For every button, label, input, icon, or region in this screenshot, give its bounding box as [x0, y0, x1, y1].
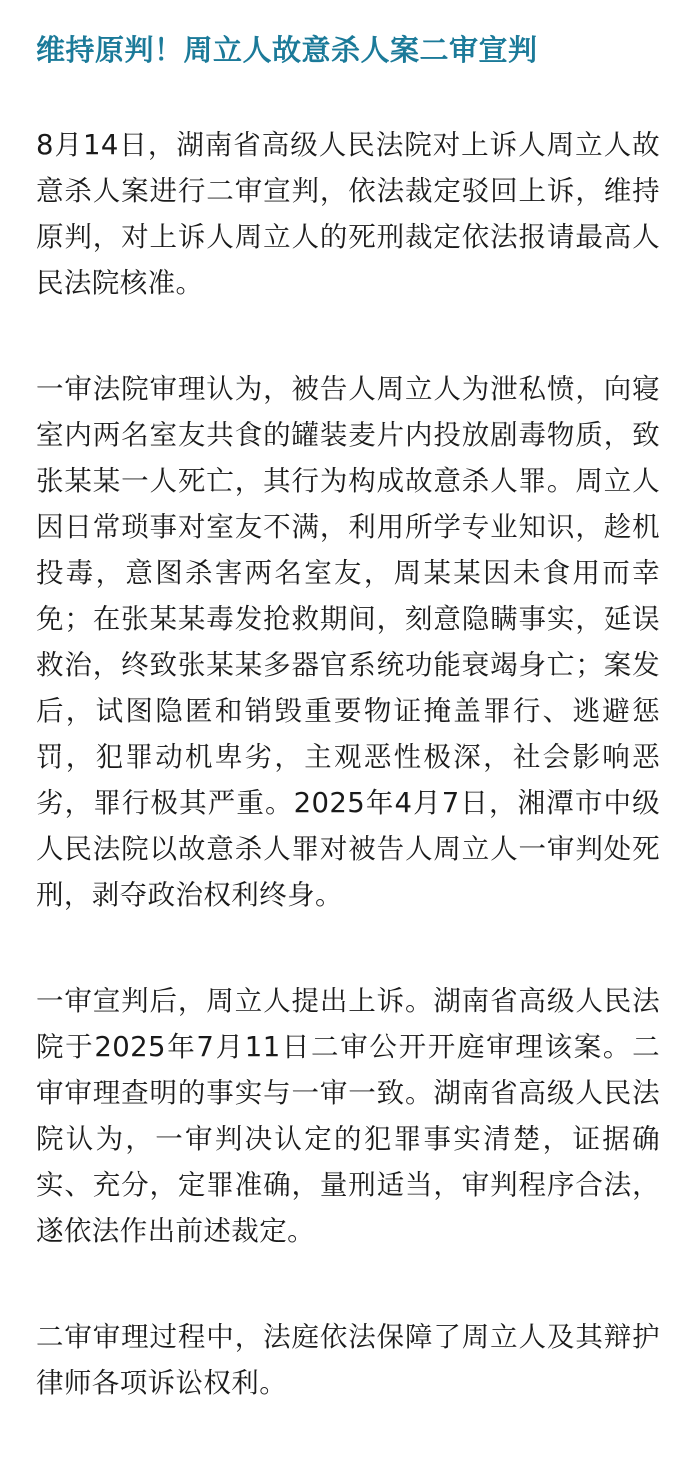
paragraph-rights: 二审审理过程中，法庭依法保障了周立人及其辩护律师各项诉讼权利。	[36, 1321, 660, 1399]
article-title: 维持原判！周立人故意杀人案二审宣判	[36, 33, 538, 67]
paragraph-second-instance: 一审宣判后，周立人提出上诉。湖南省高级人民法院于2025年7月11日二审公开开庭审理该案。二审审理查明的事实与一审一致。湖南省高级人民法院认为，一审判决认定的犯罪事实清楚，证据确实、充分，定罪准确，量刑适当，审判程序合法，遂依法作出前述裁定。	[36, 985, 660, 1247]
paragraph-first-instance: 一审法院审理认为，被告人周立人为泄私愤，向寝室内两名室友共食的罐装麦片内投放剧毒物质，致张某某一人死亡，其行为构成故意杀人罪。周立人因日常琐事对室友不满，利用所学专业知识，趁机投毒，意图杀害两名室友，周某某因未食用而幸免；在张某某毒发抢救期间，刻意隐瞒事实，延误救治，终致张某某多器官系统功能衰竭身亡；案发后，试图隐匿和销毁重要物证掩盖罪行、逃避惩罚，犯罪动机卑劣，主观恶性极深，社会影响恶劣，罪行极其严重。2025年4月7日，湘潭市中级人民法院以故意杀人罪对被告人周立人一审判处死刑，剥夺政治权利终身。	[36, 373, 660, 911]
paragraph-verdict: 8月14日，湖南省高级人民法院对上诉人周立人故意杀人案进行二审宣判，依法裁定驳回上诉，维持原判，对上诉人周立人的死刑裁定依法报请最高人民法院核准。	[36, 129, 660, 299]
